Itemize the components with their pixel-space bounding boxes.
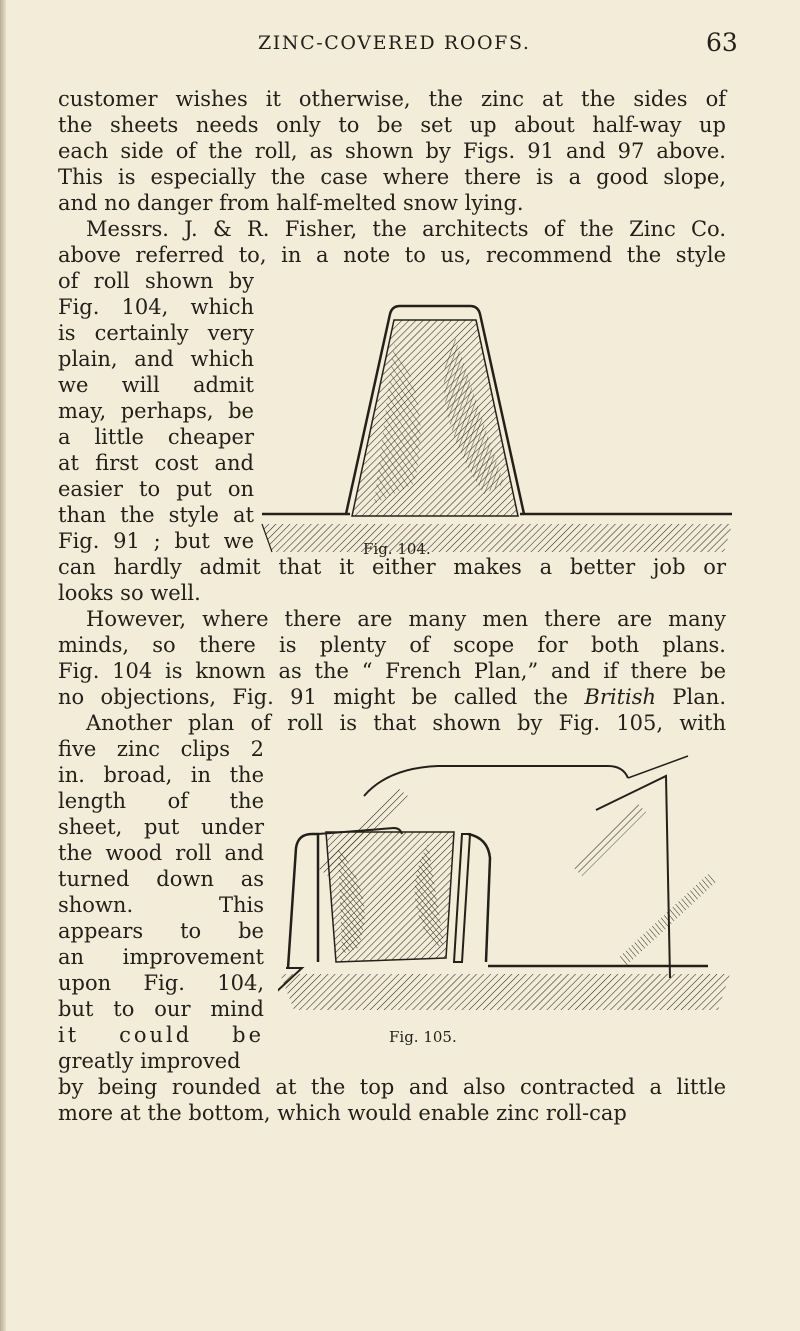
text-line: greatly improved — [58, 1049, 241, 1073]
text-line — [58, 684, 726, 710]
text-line: a little cheaper — [58, 425, 254, 449]
text-line: may, perhaps, be — [58, 399, 254, 423]
text-line: Fig. 104, which — [58, 295, 254, 319]
page-header — [0, 28, 800, 62]
text-line: it could be — [58, 1023, 264, 1047]
text-line: sheet, put under — [58, 815, 264, 839]
text-line: but to our mind — [58, 997, 264, 1021]
text-line: an improvement — [58, 945, 264, 969]
text-line: in. broad, in the — [58, 763, 264, 787]
text-line: looks so well. — [58, 581, 201, 605]
text-line: than the style at — [58, 503, 254, 527]
running-head: ZINC-COVERED ROOFS. — [258, 32, 531, 54]
text-line: five zinc clips 2 — [58, 737, 264, 761]
text-line: Fig. 91 ; but we — [58, 529, 254, 553]
fig-104-roll-illustration — [254, 284, 734, 554]
text-line: more at the bottom, which would enable zinc roll-cap — [58, 1101, 627, 1125]
page-binding-edge — [0, 0, 6, 1331]
text-run: no objections, Fig. 91 might be called the — [58, 685, 569, 709]
text-line: easier to put on — [58, 477, 254, 501]
text-line: by being rounded at the top and also contracted a little — [58, 1075, 726, 1099]
text-line: upon Fig. 104, — [58, 971, 264, 995]
text-run: Plan. — [672, 685, 726, 709]
text-line: can hardly admit that it either makes a better job or — [58, 555, 726, 579]
text-line: above referred to, in a note to us, recommend the style — [58, 243, 726, 267]
text-line: the wood roll and — [58, 841, 264, 865]
text-line: of roll shown by — [58, 269, 254, 293]
text-line: Another plan of roll is that shown by Fig. 105, with — [86, 711, 726, 735]
fig-105-roll-illustration — [278, 748, 738, 1046]
text-line: However, where there are many men there are many — [86, 607, 726, 631]
text-line: is certainly very — [58, 321, 254, 345]
text-line: This is especially the case where there is a good slope, — [58, 165, 726, 189]
fig-105-caption: Fig. 105. — [389, 1028, 457, 1046]
text-line: appears to be — [58, 919, 264, 943]
text-line: each side of the roll, as shown by Figs. 91 and 97 above. — [58, 139, 726, 163]
text-line: length of the — [58, 789, 264, 813]
fig-104-caption: Fig. 104. — [363, 540, 431, 558]
text-line: we will admit — [58, 373, 254, 397]
italic-term: British — [584, 685, 657, 709]
text-line: and no danger from half-melted snow lying. — [58, 191, 524, 215]
text-line: plain, and which — [58, 347, 254, 371]
text-line: at first cost and — [58, 451, 254, 475]
text-line: minds, so there is plenty of scope for both plans. — [58, 633, 726, 657]
text-line: the sheets needs only to be set up about half-way up — [58, 113, 726, 137]
text-line: Messrs. J. & R. Fisher, the architects of the Zinc Co. — [86, 217, 726, 241]
text-line: turned down as — [58, 867, 264, 891]
text-line: Fig. 104 is known as the “ French Plan,” and if there be — [58, 659, 726, 683]
page-number: 63 — [706, 28, 738, 57]
text-line: customer wishes it otherwise, the zinc at the sides of — [58, 87, 726, 111]
text-line: shown. This — [58, 893, 264, 917]
